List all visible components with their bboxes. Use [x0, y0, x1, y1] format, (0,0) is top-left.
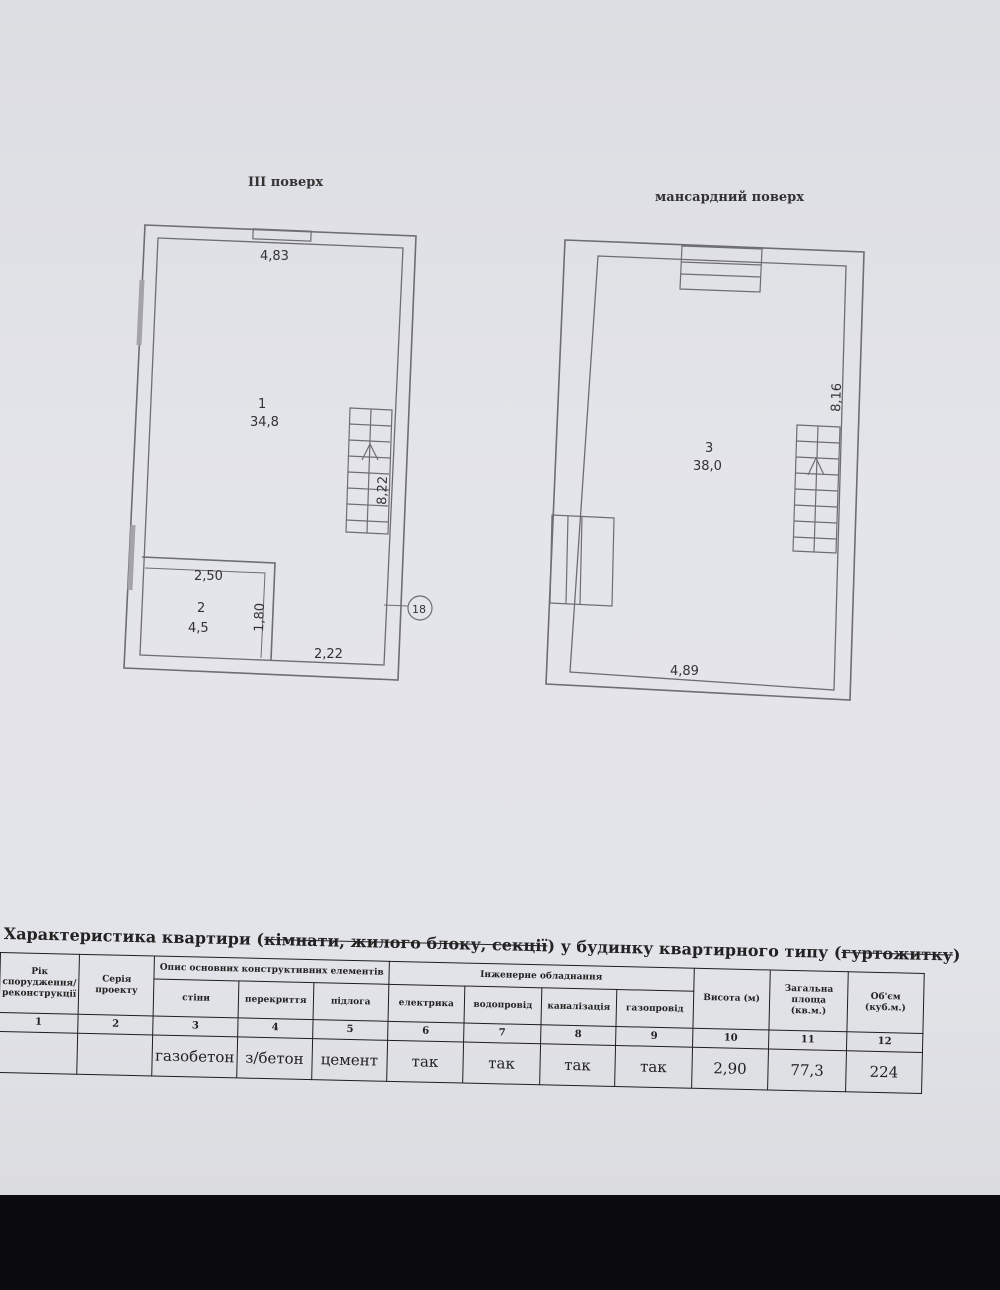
room1-number: 1 — [258, 397, 267, 412]
col-number: 3 — [153, 1016, 238, 1037]
room2-depth-dim: 1,80 — [252, 602, 269, 633]
col-flooring-header: підлога — [313, 983, 389, 1022]
col-number: 6 — [387, 1021, 464, 1042]
col-floors-header: перекриття — [238, 981, 314, 1020]
col-number: 5 — [312, 1020, 387, 1041]
col-sewer-header: каналізація — [541, 988, 617, 1027]
col-walls-header: стіни — [154, 979, 239, 1018]
col-volume-header: Об'єм (куб.м.) — [847, 972, 924, 1034]
value-gas: так — [615, 1045, 693, 1088]
col-number: 10 — [692, 1028, 769, 1049]
value-total-area: 77,3 — [768, 1049, 847, 1092]
value-volume: 224 — [845, 1051, 922, 1094]
col-year-header: Рік спорудження/ реконструкції — [0, 953, 80, 1015]
floor3-stair-dim: 8,22 — [375, 475, 392, 506]
characteristics-table — [0, 952, 925, 1094]
col-number: 11 — [769, 1030, 847, 1051]
col-water-header: водопровід — [464, 986, 542, 1025]
floor3-marker: 18 — [412, 603, 426, 616]
attic-skylight — [680, 246, 762, 292]
value-electric: так — [386, 1040, 463, 1083]
floor3-bottom-dim: 2,22 — [314, 647, 343, 662]
floor3-top-dim: 4,83 — [260, 249, 289, 264]
characteristics-title: Характеристика квартири (кімнати, жилого блоку, секції) у будинку квартирного типу (гуртожитку) — [3, 924, 961, 965]
floor3-inner-wall — [140, 238, 403, 665]
value-height: 2,90 — [691, 1047, 769, 1090]
col-gas-header: газопровід — [616, 990, 693, 1029]
floor3-plan — [124, 225, 432, 680]
room3-area: 38,0 — [693, 459, 722, 474]
floor3-stairs — [346, 408, 392, 534]
attic-stairs — [793, 425, 840, 553]
col-number: 7 — [464, 1023, 541, 1044]
attic-bottom-dim: 4,89 — [670, 664, 699, 679]
room1-area: 34,8 — [250, 415, 279, 430]
floor3-title: ІІІ поверх — [248, 175, 324, 190]
col-number: 9 — [616, 1026, 693, 1047]
room2-area: 4,5 — [188, 621, 209, 636]
engineering-group-header: Інженерне обладнання — [389, 961, 694, 991]
value-series — [77, 1033, 153, 1076]
col-number: 12 — [846, 1032, 923, 1053]
floor3-outer-wall — [124, 225, 416, 680]
room2-width-dim: 2,50 — [194, 569, 223, 584]
col-number: 8 — [540, 1025, 616, 1046]
value-water: так — [463, 1042, 541, 1085]
value-floors: з/бетон — [236, 1037, 312, 1080]
value-sewer: так — [539, 1044, 615, 1087]
col-number: 2 — [78, 1014, 154, 1035]
col-area-header: Загальна площа (кв.м.) — [769, 970, 848, 1032]
value-year — [0, 1031, 78, 1074]
attic-side-dim: 8,16 — [829, 382, 846, 413]
value-walls: газобетон — [152, 1035, 237, 1078]
construction-group-header: Опис основних конструктивних елементів — [154, 956, 389, 984]
col-height-header: Висота (м) — [693, 968, 771, 1030]
col-number: 4 — [237, 1018, 313, 1039]
col-number: 1 — [0, 1012, 78, 1033]
attic-title: мансардний поверх — [655, 190, 804, 205]
attic-side-window — [550, 515, 614, 606]
col-series-header: Серія проекту — [78, 954, 155, 1016]
room3-number: 3 — [705, 441, 714, 456]
col-electric-header: електрика — [388, 984, 465, 1023]
room2-number: 2 — [197, 601, 206, 616]
background-shadow — [0, 1195, 1000, 1290]
value-flooring: цемент — [312, 1039, 388, 1082]
